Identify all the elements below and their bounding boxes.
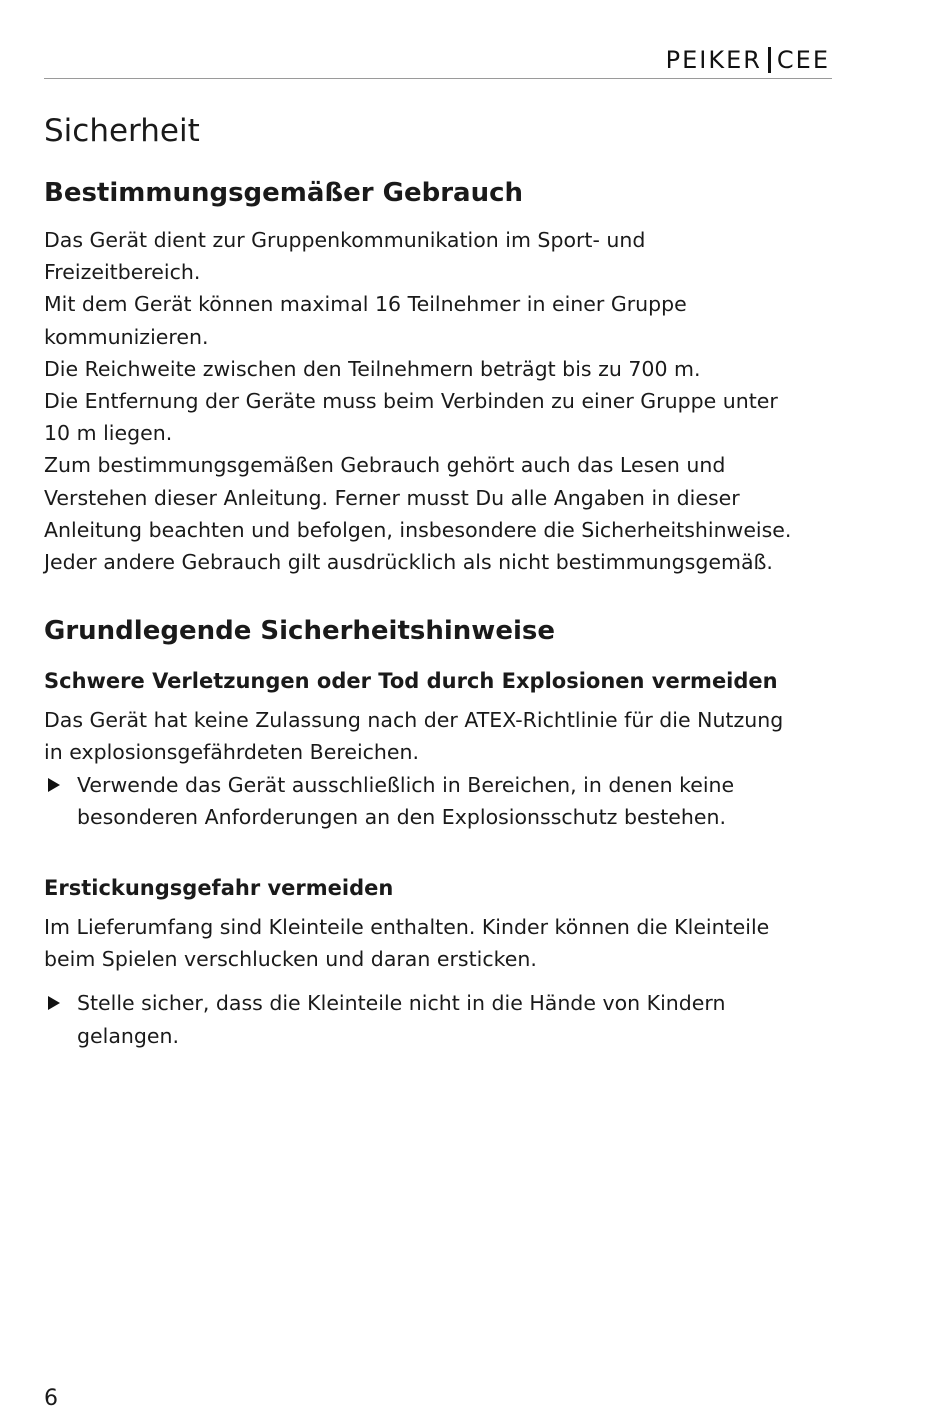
section-heading-intended-use: Bestimmungsgemäßer Gebrauch	[44, 178, 524, 208]
header-rule	[44, 78, 832, 79]
text-line: Freizeitbereich.	[44, 260, 201, 285]
text-line: Im Lieferumfang sind Kleinteile enthalten. Kinder können die Kleinteile	[44, 915, 770, 940]
triangle-bullet-icon	[48, 996, 60, 1010]
intended-use-text	[44, 224, 844, 578]
text-line: in explosionsgefährdeten Bereichen.	[44, 740, 420, 765]
bullet-text-line: besonderen Anforderungen an den Explosionsschutz bestehen.	[77, 804, 727, 829]
text-line: Anleitung beachten und befolgen, insbesondere die Sicherheitshinweise.	[44, 517, 792, 542]
text-line: Verstehen dieser Anleitung. Ferner musst Du alle Angaben in dieser	[44, 485, 740, 510]
text-line: Die Entfernung der Geräte muss beim Verbinden zu einer Gruppe unter	[44, 389, 778, 414]
text-line: beim Spielen verschlucken und daran ersticken.	[44, 947, 537, 972]
section-heading-safety: Grundlegende Sicherheitshinweise	[44, 616, 555, 647]
text-line: Das Gerät hat keine Zulassung nach der ATEX-Richtlinie für die Nutzung	[44, 708, 784, 733]
bullet-text-line: Verwende das Gerät ausschließlich in Bereichen, in denen keine	[77, 772, 735, 797]
bullet-text-line: Stelle sicher, dass die Kleinteile nicht in die Hände von Kindern	[77, 991, 726, 1016]
text-line: kommunizieren.	[44, 324, 209, 349]
triangle-bullet-icon	[48, 778, 60, 792]
bullet-item-suffocation	[44, 987, 844, 1051]
text-line: Mit dem Gerät können maximal 16 Teilnehmer in einer Gruppe	[44, 292, 687, 317]
text-line: Jeder andere Gebrauch gilt ausdrücklich als nicht bestimmungsgemäß.	[44, 550, 773, 575]
subheading-explosion: Schwere Verletzungen oder Tod durch Explosionen vermeiden	[44, 669, 778, 694]
logo-text-right: CEE	[776, 46, 830, 74]
bullet-item-explosion	[44, 769, 844, 833]
text-line: Zum bestimmungsgemäßen Gebrauch gehört auch das Lesen und	[44, 453, 726, 478]
bullet-text-line: gelangen.	[77, 1023, 180, 1048]
brand-logo	[666, 46, 830, 74]
subheading-suffocation: Erstickungsgefahr vermeiden	[44, 876, 394, 901]
text-line: Die Reichweite zwischen den Teilnehmern beträgt bis zu 700 m.	[44, 356, 701, 381]
page-title: Sicherheit	[44, 113, 200, 149]
page-content	[44, 108, 844, 1052]
page-number: 6	[44, 1386, 58, 1411]
logo-divider	[768, 47, 771, 73]
logo-text-left: PEIKER	[665, 46, 762, 74]
text-line: Das Gerät dient zur Gruppenkommunikation im Sport- und	[44, 228, 646, 252]
text-line: 10 m liegen.	[44, 421, 173, 446]
